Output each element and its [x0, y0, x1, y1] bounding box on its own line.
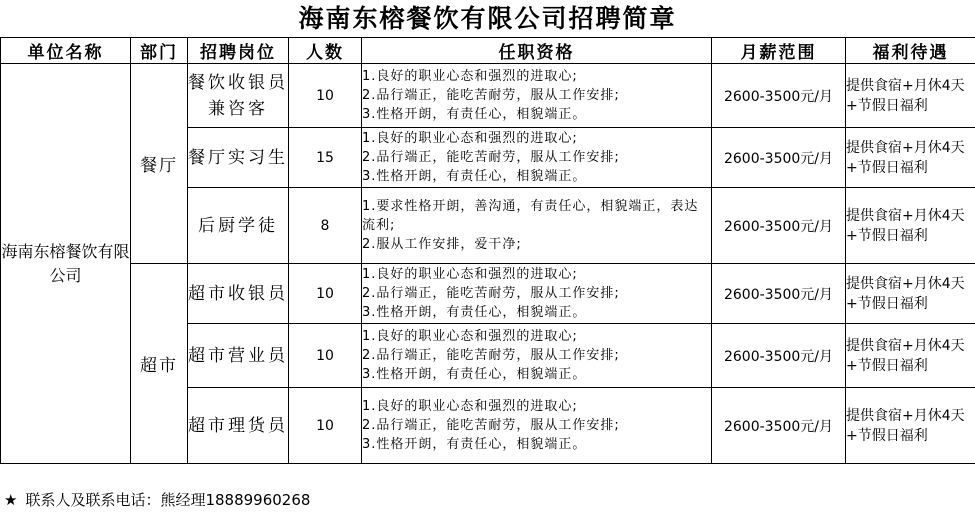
- count-cell: 10: [289, 64, 362, 128]
- requirement-line: 2.品行端正，能吃苦耐劳，服从工作安排;: [362, 150, 620, 165]
- requirement-line: 2.服从工作安排，爱干净;: [362, 237, 522, 252]
- salary-cell: 2600-3500元/月: [712, 128, 846, 188]
- requirements-cell: [362, 388, 712, 464]
- header-requirements: 任职资格: [362, 38, 712, 64]
- position-cell: 餐厅实习生: [188, 128, 289, 188]
- position-cell: 餐饮收银员兼咨客: [188, 64, 289, 128]
- header-row: [1, 38, 975, 64]
- salary-cell: 2600-3500元/月: [712, 188, 846, 264]
- position-cell: 超市收银员: [188, 264, 289, 324]
- contact-text: 联系人及联系电话：熊经理18889960268: [25, 491, 311, 509]
- requirement-line: 1.良好的职业心态和强烈的进取心;: [362, 131, 578, 146]
- welfare-cell: 提供食宿+月休4天+节假日福利: [846, 128, 975, 188]
- requirement-line: 1.良好的职业心态和强烈的进取心;: [362, 399, 578, 414]
- requirement-line: 3.性格开朗，有责任心，相貌端正。: [362, 169, 587, 184]
- header-welfare: 福利待遇: [846, 38, 975, 64]
- requirement-line: 1.良好的职业心态和强烈的进取心;: [362, 329, 578, 344]
- header-count: 人数: [289, 38, 362, 64]
- position-cell: 超市营业员: [188, 324, 289, 388]
- star-icon: ★: [4, 491, 18, 509]
- requirement-line: 3.性格开朗，有责任心，相貌端正。: [362, 107, 587, 122]
- requirement-line: 2.品行端正，能吃苦耐劳，服从工作安排;: [362, 418, 620, 433]
- count-cell: 15: [289, 128, 362, 188]
- requirements-cell: [362, 264, 712, 324]
- recruitment-table: [0, 37, 975, 464]
- salary-cell: 2600-3500元/月: [712, 264, 846, 324]
- requirement-line: 3.性格开朗，有责任心，相貌端正。: [362, 367, 587, 382]
- requirement-line: 2.品行端正，能吃苦耐劳，服从工作安排;: [362, 88, 620, 103]
- table-row: [1, 64, 975, 128]
- page-title: 海南东榕餐饮有限公司招聘简章: [298, 4, 677, 33]
- requirement-line: 2.品行端正，能吃苦耐劳，服从工作安排;: [362, 286, 620, 301]
- count-cell: 10: [289, 324, 362, 388]
- position-cell: 后厨学徒: [188, 188, 289, 264]
- requirement-line: 1.良好的职业心态和强烈的进取心;: [362, 69, 578, 84]
- header-dept: 部门: [131, 38, 188, 64]
- dept-supermarket-cell: 超市: [131, 264, 188, 464]
- requirement-line: 2.品行端正，能吃苦耐劳，服从工作安排;: [362, 348, 620, 363]
- requirements-cell: [362, 324, 712, 388]
- header-unit: 单位名称: [1, 38, 131, 64]
- welfare-cell: 提供食宿+月休4天+节假日福利: [846, 264, 975, 324]
- salary-cell: 2600-3500元/月: [712, 324, 846, 388]
- requirement-line: 3.性格开朗，有责任心，相貌端正。: [362, 305, 587, 320]
- unit-name-cell: 海南东榕餐饮有限公司: [1, 64, 131, 464]
- dept-restaurant-cell: 餐厅: [131, 64, 188, 264]
- requirements-cell: [362, 188, 712, 264]
- requirements-cell: [362, 128, 712, 188]
- salary-cell: 2600-3500元/月: [712, 64, 846, 128]
- salary-cell: 2600-3500元/月: [712, 388, 846, 464]
- count-cell: 10: [289, 388, 362, 464]
- welfare-cell: 提供食宿+月休4天+节假日福利: [846, 324, 975, 388]
- welfare-cell: 提供食宿+月休4天+节假日福利: [846, 388, 975, 464]
- requirement-line: 3.性格开朗，有责任心，相貌端正。: [362, 437, 587, 452]
- welfare-cell: 提供食宿+月休4天+节假日福利: [846, 64, 975, 128]
- table-row: [1, 264, 975, 324]
- count-cell: 10: [289, 264, 362, 324]
- welfare-cell: 提供食宿+月休4天+节假日福利: [846, 188, 975, 264]
- header-position: 招聘岗位: [188, 38, 289, 64]
- position-cell: 超市理货员: [188, 388, 289, 464]
- requirements-cell: [362, 64, 712, 128]
- requirement-line: 1.要求性格开朗，善沟通，有责任心，相貌端正，表达流利;: [362, 199, 699, 233]
- requirement-line: 1.良好的职业心态和强烈的进取心;: [362, 267, 578, 282]
- header-salary: 月薪范围: [712, 38, 846, 64]
- contact-line: [4, 489, 310, 511]
- count-cell: 8: [289, 188, 362, 264]
